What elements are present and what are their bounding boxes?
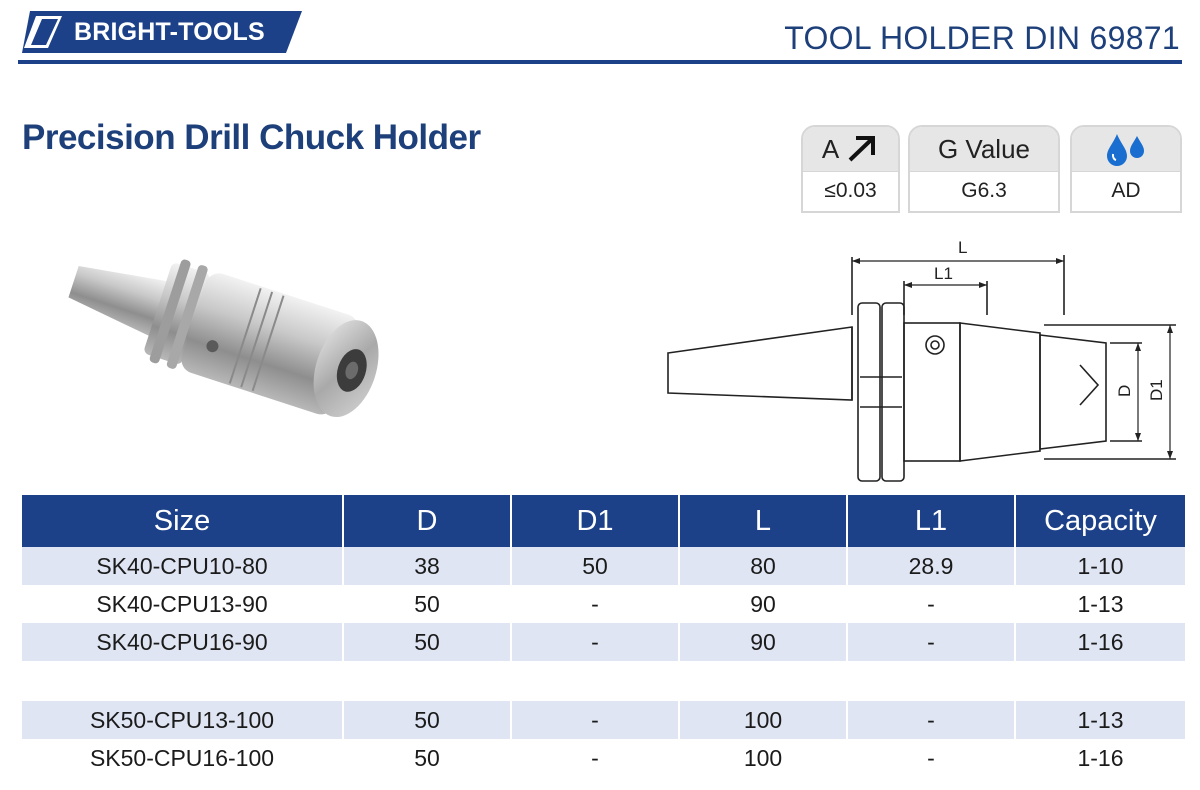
brand-name: BRIGHT-TOOLS — [74, 18, 265, 46]
cell-l1: - — [847, 701, 1015, 739]
cell-size: SK50-CPU13-100 — [22, 701, 343, 739]
col-d: D — [343, 495, 511, 547]
dim-l1-label: L1 — [934, 264, 953, 283]
spec-runout-header — [803, 127, 898, 171]
coolant-drops-icon — [1103, 132, 1149, 166]
table-row — [22, 623, 1185, 661]
table-row — [22, 585, 1185, 623]
table-row — [22, 701, 1185, 739]
spec-runout — [801, 125, 900, 213]
technical-drawing — [660, 235, 1185, 485]
cell-l1: - — [847, 585, 1015, 623]
spec-runout-label: A — [821, 133, 840, 164]
dim-d1-label: D1 — [1147, 379, 1166, 401]
cell-size: SK40-CPU10-80 — [22, 547, 343, 585]
spec-table — [22, 495, 1185, 777]
cell-d1: - — [511, 623, 679, 661]
cell-l1: - — [847, 623, 1015, 661]
spec-runout-value: ≤0.03 — [803, 171, 898, 210]
cell-capacity: 1-10 — [1015, 547, 1185, 585]
spec-balance-value: G6.3 — [910, 171, 1058, 210]
cell-d1: 50 — [511, 547, 679, 585]
cell-l: 90 — [679, 623, 847, 661]
col-size: Size — [22, 495, 343, 547]
cell-d1: - — [511, 739, 679, 777]
cell-size: SK40-CPU13-90 — [22, 585, 343, 623]
spec-coolant — [1070, 125, 1182, 213]
product-title: Precision Drill Chuck Holder — [22, 118, 481, 157]
col-capacity: Capacity — [1015, 495, 1185, 547]
cell-capacity: 1-13 — [1077, 590, 1124, 617]
table-row — [22, 547, 1185, 585]
cell-l: 90 — [679, 585, 847, 623]
col-d1: D1 — [511, 495, 679, 547]
cell-l1: 28.9 — [847, 547, 1015, 585]
document-title: TOOL HOLDER DIN 69871 — [784, 20, 1180, 56]
cell-l1: - — [847, 739, 1015, 777]
table-row — [22, 739, 1185, 777]
cell-d1: - — [511, 585, 679, 623]
header-rule — [18, 60, 1182, 64]
dim-l-label: L — [958, 238, 968, 257]
cell-l: 100 — [679, 701, 847, 739]
spec-balance-label: G Value — [910, 127, 1058, 171]
dim-d-label: D — [1115, 384, 1134, 397]
cell-d1: - — [511, 701, 679, 739]
cell-d: 38 — [343, 547, 511, 585]
cell-capacity: 1-16 — [1015, 623, 1185, 661]
col-l: L — [679, 495, 847, 547]
cell-d: 50 — [343, 701, 511, 739]
cell-l: 100 — [679, 739, 847, 777]
cell-d: 50 — [343, 585, 511, 623]
cell-d: 50 — [343, 623, 511, 661]
table-header-row — [22, 495, 1185, 547]
col-l1: L1 — [847, 495, 1015, 547]
cell-size: SK50-CPU16-100 — [22, 739, 343, 777]
brand-header — [0, 0, 1200, 66]
cell-l: 80 — [679, 547, 847, 585]
table-spacer-row — [22, 661, 1185, 701]
product-photo — [40, 215, 440, 490]
cell-size: SK40-CPU16-90 — [22, 623, 343, 661]
spec-coolant-header — [1072, 127, 1180, 171]
arrow-up-right-icon — [845, 134, 879, 164]
cell-capacity: 1-13 — [1015, 701, 1185, 739]
cell-capacity: 1-16 — [1077, 744, 1124, 771]
spec-balance — [908, 125, 1060, 213]
cell-d: 50 — [343, 739, 511, 777]
spec-coolant-value: AD — [1072, 171, 1180, 210]
